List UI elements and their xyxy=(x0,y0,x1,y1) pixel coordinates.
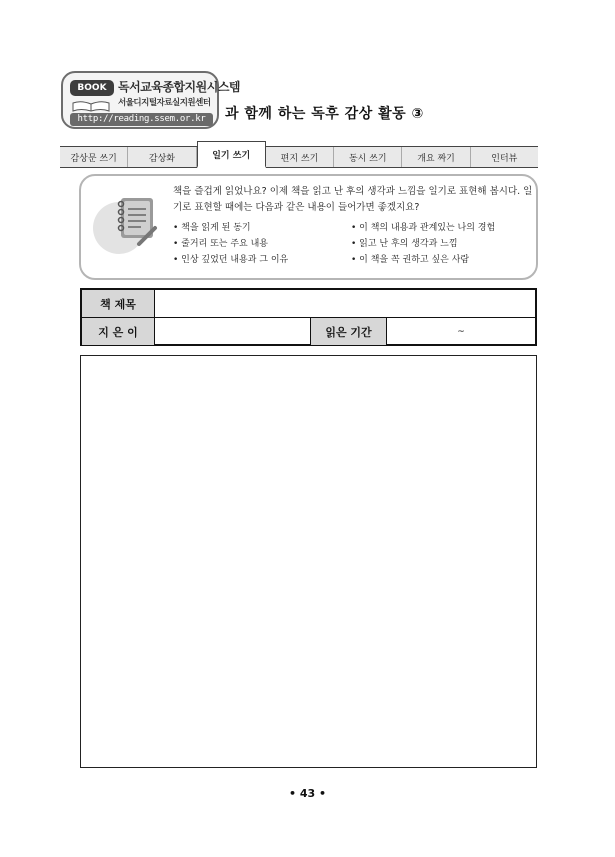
page-number: • 43 • xyxy=(288,787,327,800)
tab-poem[interactable]: 동시 쓰기 xyxy=(334,147,402,167)
author-label: 지 은 이 xyxy=(82,318,155,345)
intro-text: 책을 즐겁게 읽었나요? 이제 책을 읽고 난 후의 생각과 느낌을 일기로 표현해 봅시다. 일기로 표현할 때에는 다음과 같은 내용이 들어가면 좋겠지요? xyxy=(173,186,533,213)
tab-interview[interactable]: 인터뷰 xyxy=(491,153,518,164)
bullet-list xyxy=(173,220,533,265)
bullet-item: • 이 책을 꼭 권하고 싶은 사람 xyxy=(351,255,470,265)
tab-outline[interactable]: 개요 짜기 xyxy=(402,147,470,167)
book-title-row xyxy=(82,290,535,318)
diary-writing-area[interactable] xyxy=(80,355,537,768)
logo xyxy=(61,71,241,129)
bullet-item: • 읽고 난 후의 생각과 느낌 xyxy=(351,239,458,249)
period-label: 읽은 기간 xyxy=(311,318,387,345)
tab-diary[interactable]: 일기 쓰기 xyxy=(197,141,266,168)
book-title-field[interactable] xyxy=(155,290,535,317)
notebook-icon xyxy=(91,188,163,260)
brand-sub: 서울디지털자료실지원센터 xyxy=(118,98,211,108)
bullet-item: • 이 책의 내용과 관계있는 나의 경험 xyxy=(351,223,496,233)
book-title-label: 책 제목 xyxy=(82,290,155,317)
intro-box xyxy=(79,174,538,280)
tab-drawing[interactable]: 감상화 xyxy=(128,147,196,167)
bullet-item: • 책을 읽게 된 동기 xyxy=(173,223,251,233)
author-row xyxy=(82,318,535,345)
brand-url[interactable]: http://reading.ssem.or.kr xyxy=(70,113,213,126)
activity-tabs xyxy=(60,146,538,168)
open-book-icon xyxy=(71,100,111,112)
brand-main: 독서교육종합지원시스템 xyxy=(118,80,241,94)
book-info-table xyxy=(80,288,537,346)
author-field[interactable] xyxy=(155,318,311,345)
tab-letter[interactable]: 편지 쓰기 xyxy=(266,147,334,167)
book-badge: BOOK xyxy=(70,80,114,96)
tab-review[interactable]: 감상문 쓰기 xyxy=(60,147,128,167)
bullet-item: • 인상 깊었던 내용과 그 이유 xyxy=(173,255,289,265)
period-field[interactable]: ~ xyxy=(457,326,465,337)
page-title: 과 함께 하는 독후 감상 활동 ③ xyxy=(225,106,424,122)
bullet-item: • 줄거리 또는 주요 내용 xyxy=(173,239,268,249)
